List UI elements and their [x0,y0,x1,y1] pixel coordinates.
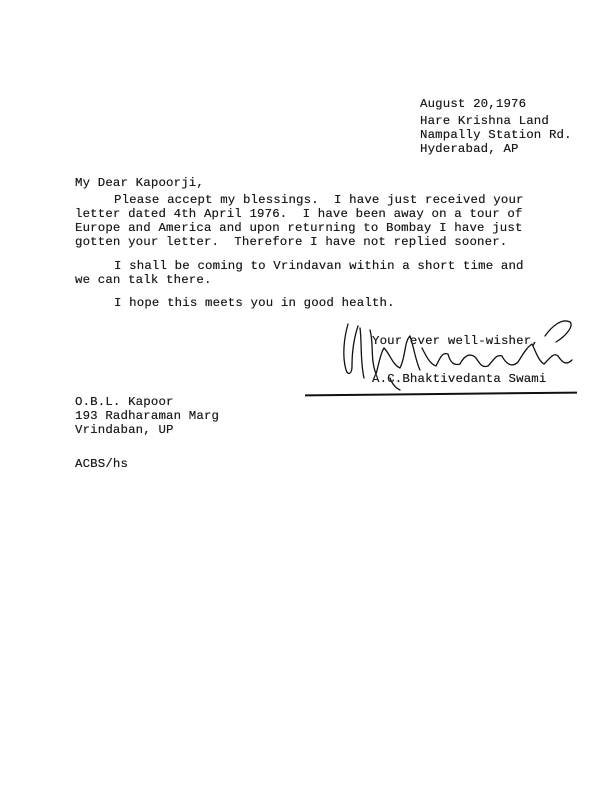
recipient-line: 193 Radharaman Marg [75,409,220,423]
sender-address-line: Hyderabad, AP [420,142,519,156]
body-line: gotten your letter. Therefore I have not replied sooner. [75,235,508,249]
body-line: Please accept my blessings. I have just received your [114,193,524,207]
closing: Your ever well-wisher, [372,334,539,348]
sender-address-line: Hare Krishna Land [420,114,549,128]
salutation: My Dear Kapoorji, [75,176,204,190]
signature-name: A.C.Bhaktivedanta Swami [372,372,547,386]
recipient-line: O.B.L. Kapoor [75,395,174,409]
body-line: I shall be coming to Vrindavan within a short time and [114,259,524,273]
recipient-line: Vrindaban, UP [75,423,174,437]
body-line: letter dated 4th April 1976. I have been away on a tour of [75,207,523,221]
reference-initials: ACBS/hs [75,457,129,471]
sender-address-line: Nampally Station Rd. [420,128,572,142]
letter-date: August 20,1976 [420,97,527,111]
body-line: we can talk there. [75,273,212,287]
body-line: I hope this meets you in good health. [114,296,395,310]
body-line: Europe and America and upon returning to Bombay I have just [75,221,523,235]
